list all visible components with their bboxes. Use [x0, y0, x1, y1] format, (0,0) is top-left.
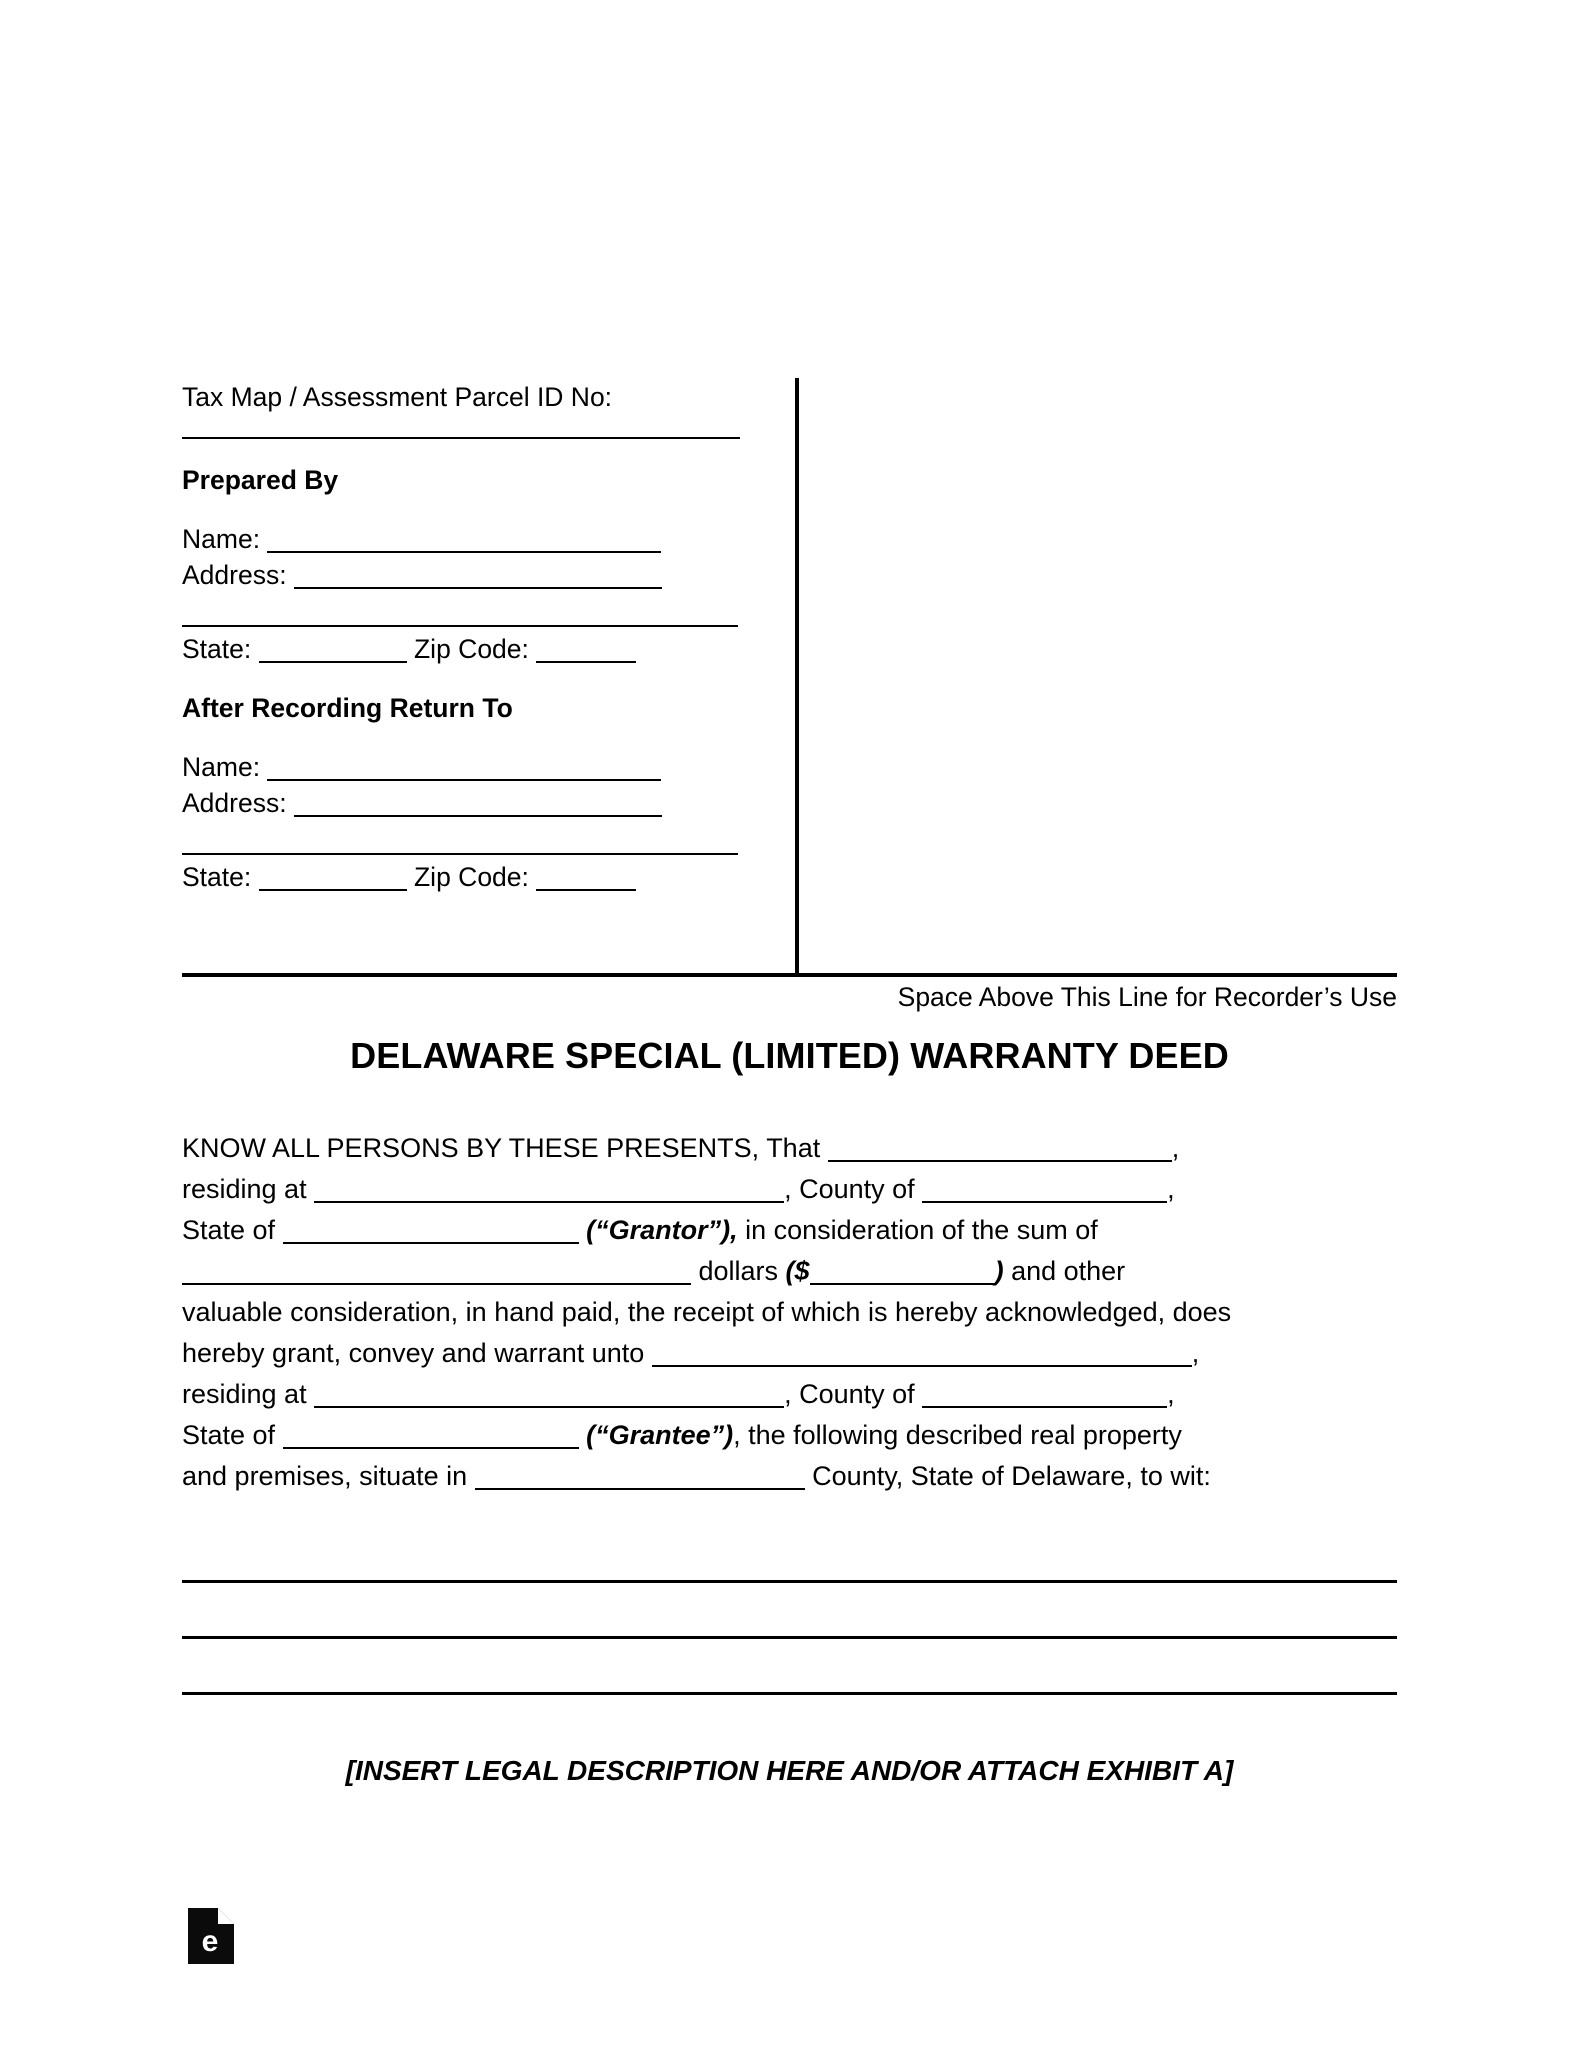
- body-line-3-text-a: State of: [182, 1215, 283, 1245]
- after-recording-state-input[interactable]: [259, 869, 407, 891]
- prepared-by-address-label: Address:: [182, 560, 287, 590]
- recorder-block: [182, 380, 1397, 980]
- consideration-words-input[interactable]: [182, 1263, 691, 1285]
- after-recording-zip-label: Zip Code:: [414, 861, 529, 892]
- body-line-8-text-a: State of: [182, 1420, 283, 1450]
- after-recording-address2-row: [182, 824, 757, 860]
- grantor-name-input[interactable]: [828, 1140, 1172, 1162]
- body-line-7: [182, 1374, 1397, 1415]
- prepared-by-fields: [182, 522, 757, 667]
- grantee-term: (“Grantee”): [586, 1420, 734, 1450]
- body-line-4-text-a: dollars: [691, 1256, 786, 1286]
- prepared-by-state-zip-row: [182, 632, 757, 668]
- after-recording-address-row: [182, 786, 757, 822]
- prepared-by-heading: Prepared By: [182, 465, 339, 496]
- exhibit-note: [INSERT LEGAL DESCRIPTION HERE AND/OR ATTACH EXHIBIT A]: [345, 1755, 1234, 1786]
- prepared-by-state-label: State:: [182, 633, 252, 664]
- prepared-by-zip-input[interactable]: [536, 641, 636, 663]
- body-line-4: [182, 1251, 1397, 1292]
- recorder-inner: [182, 380, 1397, 980]
- tax-map-label: Tax Map / Assessment Parcel ID No:: [182, 382, 613, 412]
- body-line-7-text-b: , County of: [784, 1379, 923, 1409]
- body-line-8-text-c: , the following described real property: [733, 1420, 1182, 1450]
- after-recording-state-zip-row: [182, 860, 757, 896]
- prepared-by-state-input[interactable]: [259, 641, 407, 663]
- body-line-2-text-b: , County of: [784, 1174, 923, 1204]
- dollar-close: ): [994, 1256, 1004, 1286]
- after-recording-state-label: State:: [182, 861, 252, 892]
- body-line-2-text-c: ,: [1167, 1174, 1175, 1204]
- after-recording-address2-input[interactable]: [182, 833, 738, 855]
- prepared-by-address2-input[interactable]: [182, 605, 738, 627]
- document-icon: [188, 1908, 234, 1964]
- prepared-by-name-row: [182, 522, 757, 558]
- after-recording-name-label: Name:: [182, 752, 261, 783]
- prepared-by-name-label: Name:: [182, 524, 261, 555]
- grantor-address-input[interactable]: [314, 1181, 784, 1203]
- prepared-by-address-input[interactable]: [294, 567, 662, 589]
- body-line-6-text-a: hereby grant, convey and warrant unto: [182, 1338, 652, 1368]
- after-recording-address-input[interactable]: [294, 795, 662, 817]
- body-line-9-text-a: and premises, situate in: [182, 1461, 475, 1491]
- eforms-logo: [188, 1908, 234, 1964]
- eforms-logo-letter: e: [201, 1925, 219, 1958]
- body-line-3: [182, 1210, 1397, 1251]
- body-line-9-text-b: County, State of Delaware, to wit:: [804, 1461, 1211, 1491]
- body-line-4-text-d: and other: [1003, 1256, 1126, 1286]
- dollar-open: ($: [785, 1256, 810, 1286]
- consideration-amount-input[interactable]: [810, 1263, 995, 1285]
- grantee-state-input[interactable]: [283, 1427, 579, 1449]
- after-recording-fields: [182, 750, 757, 895]
- deed-body: [182, 1128, 1397, 1497]
- after-recording-heading: After Recording Return To: [182, 693, 513, 724]
- prepared-by-name-input[interactable]: [267, 531, 661, 553]
- body-line-6: [182, 1333, 1397, 1374]
- body-line-8: [182, 1415, 1397, 1456]
- recorder-bottom-rule: [182, 973, 1397, 977]
- body-line-1: [182, 1128, 1397, 1169]
- grantor-county-input[interactable]: [922, 1181, 1167, 1203]
- grantee-address-input[interactable]: [314, 1386, 784, 1408]
- body-line-1-text-a: KNOW ALL PERSONS BY THESE PRESENTS, That: [182, 1133, 828, 1163]
- body-line-7-text-c: ,: [1167, 1379, 1175, 1409]
- after-recording-name-row: [182, 750, 757, 786]
- body-line-3-text-c: in consideration of the sum of: [737, 1215, 1098, 1245]
- grantor-state-input[interactable]: [283, 1222, 579, 1244]
- body-line-2: [182, 1169, 1397, 1210]
- legal-description-lines: [182, 1580, 1397, 1748]
- body-line-2-text-a: residing at: [182, 1174, 315, 1204]
- grantor-term: (“Grantor”),: [586, 1215, 738, 1245]
- page-title: DELAWARE SPECIAL (LIMITED) WARRANTY DEED: [350, 1035, 1229, 1076]
- grantee-name-input[interactable]: [652, 1345, 1192, 1367]
- legal-description-line-1[interactable]: [182, 1580, 1397, 1583]
- recorder-left-column: [182, 380, 757, 895]
- body-line-1-text-b: ,: [1171, 1133, 1180, 1163]
- body-line-9: [182, 1456, 1397, 1497]
- recorder-use-caption: Space Above This Line for Recorder’s Use: [897, 982, 1397, 1012]
- body-line-7-text-a: residing at: [182, 1379, 315, 1409]
- after-recording-name-input[interactable]: [267, 759, 661, 781]
- prepared-by-address2-row: [182, 596, 757, 632]
- grantee-county-input[interactable]: [922, 1386, 1167, 1408]
- after-recording-address-label: Address:: [182, 788, 287, 819]
- body-line-5: valuable consideration, in hand paid, the receipt of which is hereby acknowledged, does: [182, 1297, 1232, 1327]
- legal-description-line-2[interactable]: [182, 1636, 1397, 1639]
- tax-map-input-line[interactable]: [182, 437, 740, 439]
- legal-description-line-3[interactable]: [182, 1692, 1397, 1695]
- prepared-by-address-row: [182, 558, 757, 594]
- prepared-by-zip-label: Zip Code:: [414, 633, 529, 664]
- property-county-input[interactable]: [475, 1468, 805, 1490]
- after-recording-zip-input[interactable]: [536, 869, 636, 891]
- body-line-6-text-b: ,: [1191, 1338, 1200, 1368]
- recorder-vertical-divider: [795, 378, 799, 973]
